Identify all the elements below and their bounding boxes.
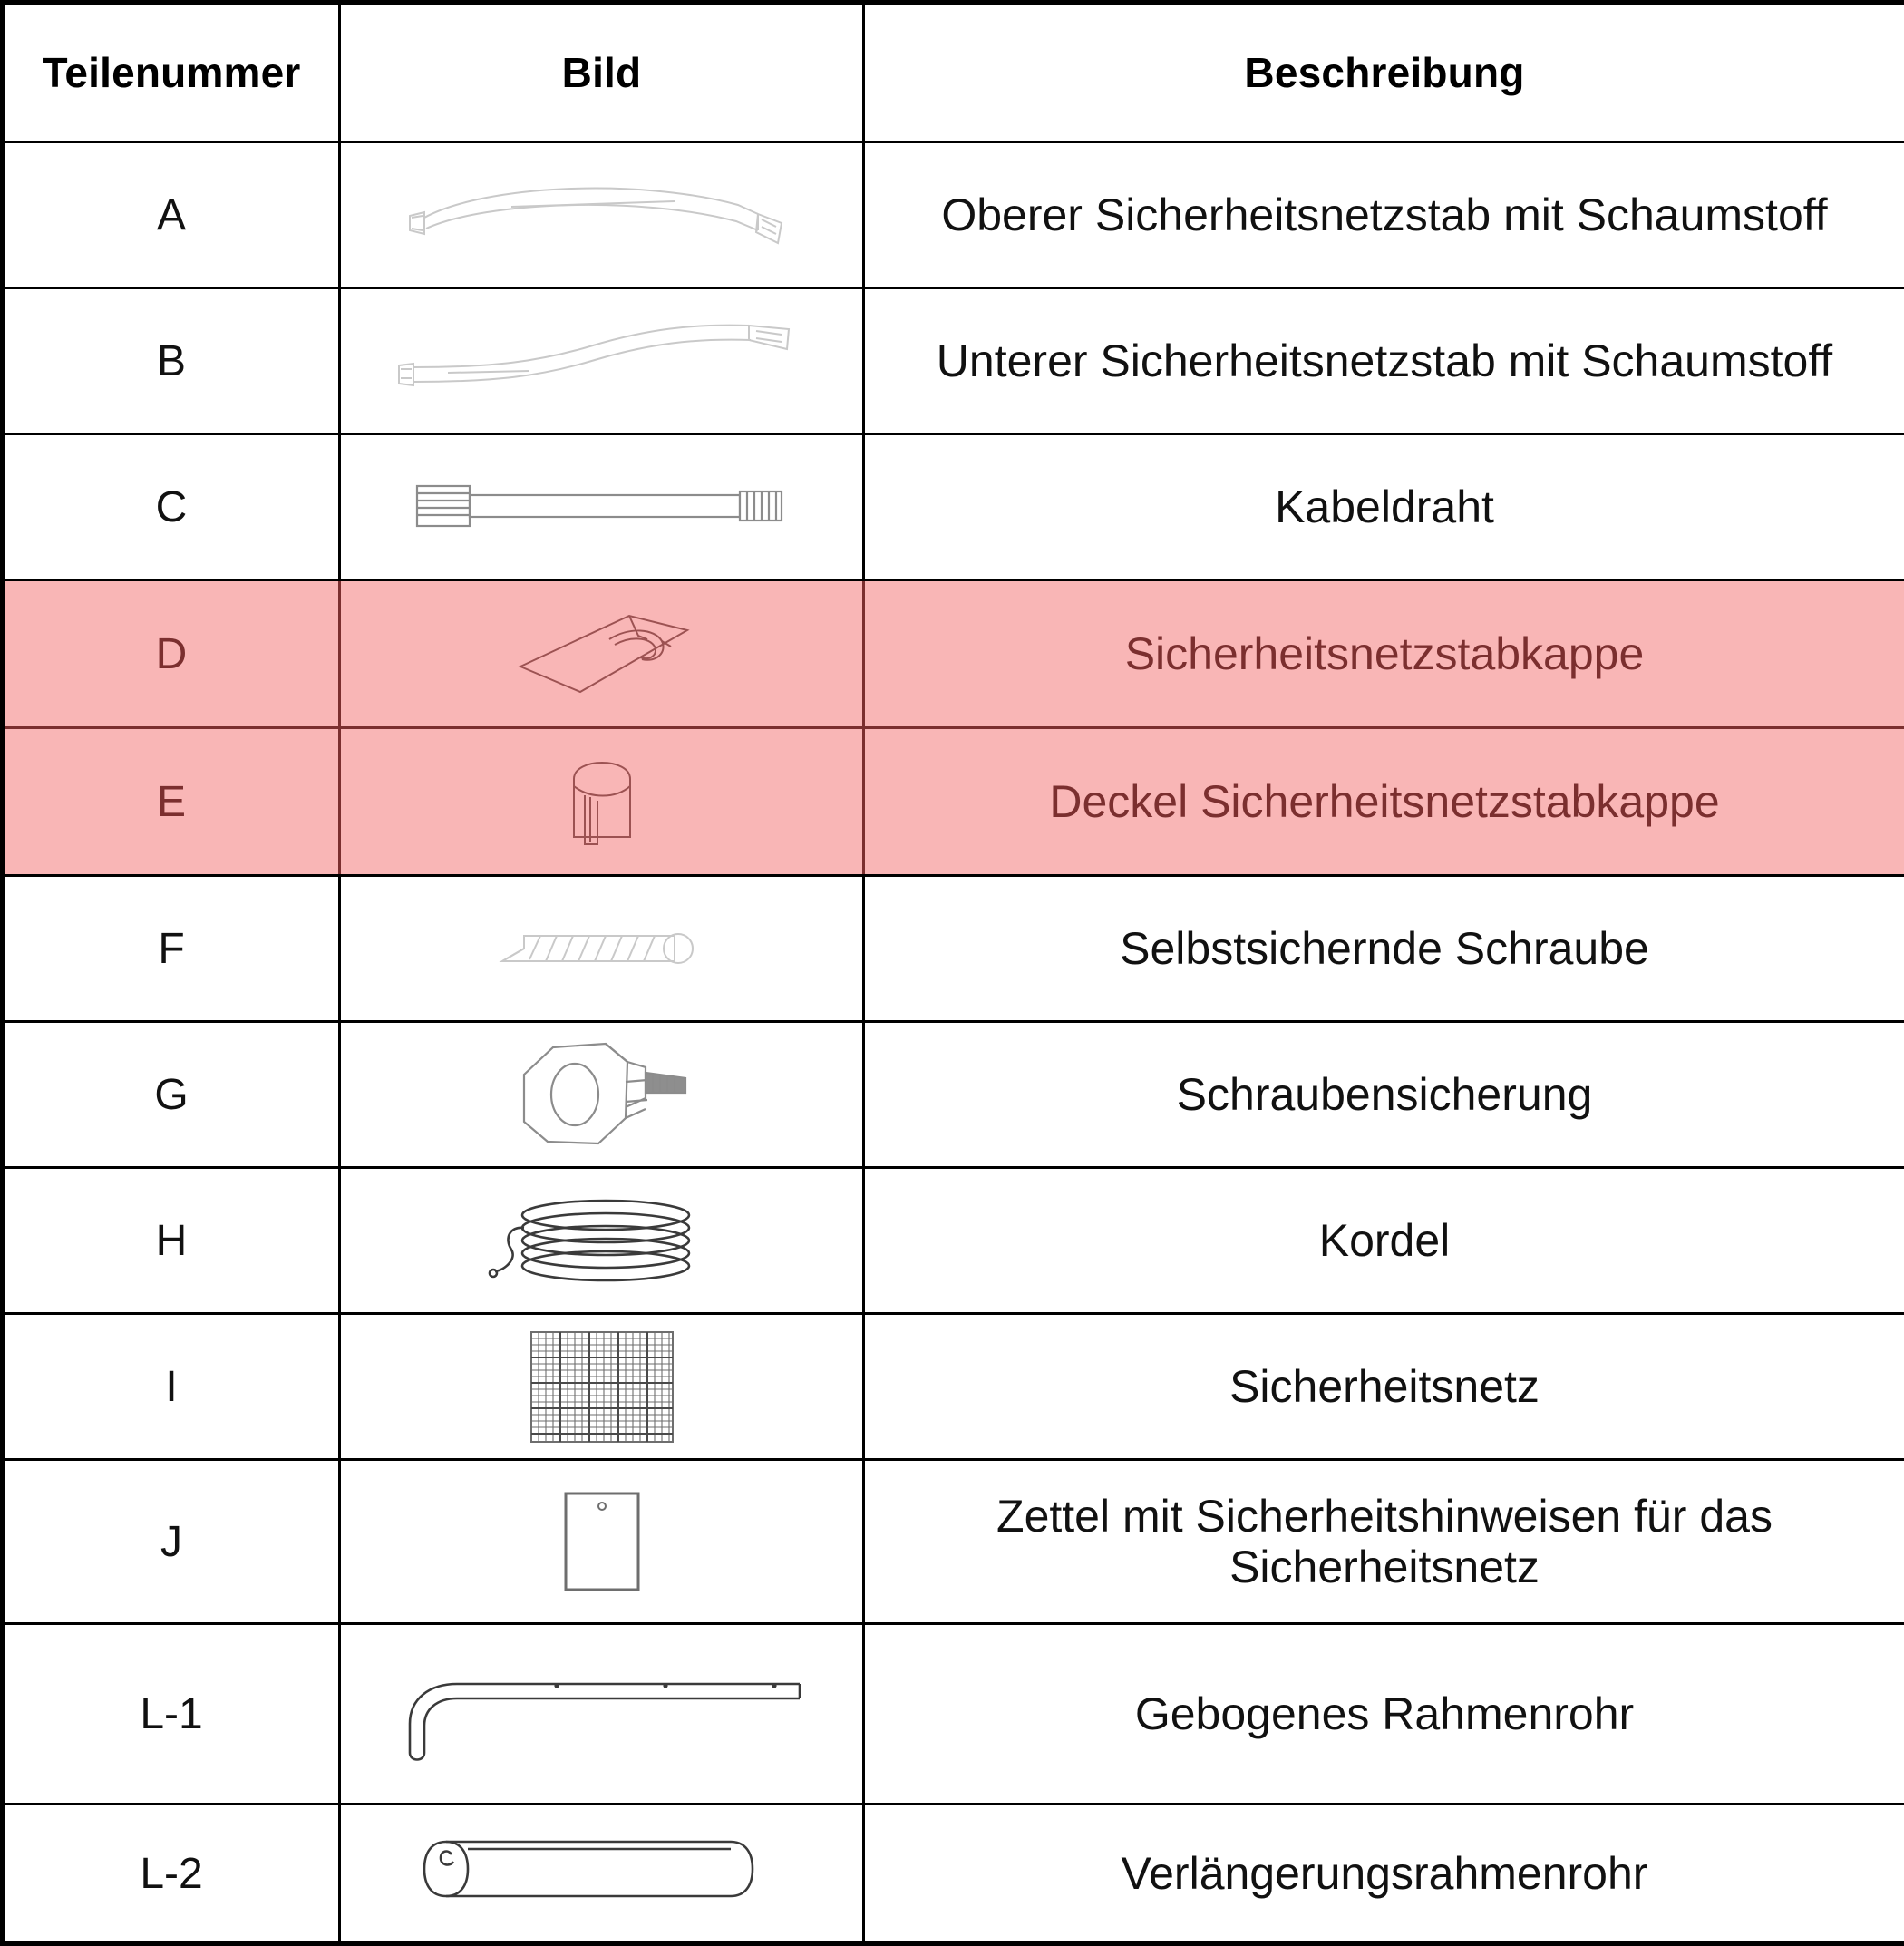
cell-image [340,1314,864,1460]
table-header [3,3,1904,142]
cell-image [340,1805,864,1944]
cell-description: Deckel Sicherheitsnetzstabkappe [864,728,1904,876]
cell-description: Oberer Sicherheitsnetzstab mit Schaumstoff [864,142,1904,288]
column-header-part-number: Teilenummer [3,3,340,142]
cell-description: Unterer Sicherheitsnetzstab mit Schaumstoff [864,288,1904,434]
coiled-cord-drawing [341,1169,862,1312]
table-row [3,1624,1904,1805]
cell-part-number: B [3,288,340,434]
cell-part-number: F [3,876,340,1022]
cell-description: Schraubensicherung [864,1022,1904,1168]
cell-image [340,1168,864,1314]
cell-description: Kordel [864,1168,1904,1314]
table-row [3,1022,1904,1168]
cell-image [340,580,864,728]
table-row [3,288,1904,434]
header-row [3,3,1904,142]
cell-description: Kabeldraht [864,434,1904,580]
table-body [3,142,1904,1944]
cell-description: Gebogenes Rahmenrohr [864,1624,1904,1805]
screw-lock-knob-drawing [341,1023,862,1166]
safety-net-mesh-drawing [341,1315,862,1458]
cell-part-number: C [3,434,340,580]
cell-part-number: A [3,142,340,288]
table-row [3,1460,1904,1624]
cell-part-number: E [3,728,340,876]
net-pole-cap-drawing [341,581,862,726]
table-row [3,580,1904,728]
lower-net-pole-with-foam-drawing [341,289,862,433]
self-locking-screw-drawing [341,877,862,1020]
table-row [3,1805,1904,1944]
table-row [3,1168,1904,1314]
cell-part-number: L-1 [3,1624,340,1805]
table-row [3,142,1904,288]
extension-frame-tube-drawing [341,1805,862,1941]
cell-description: Sicherheitsnetz [864,1314,1904,1460]
column-header-image: Bild [340,3,864,142]
table-row [3,876,1904,1022]
cell-part-number: J [3,1460,340,1624]
cell-part-number: D [3,580,340,728]
cell-image [340,1624,864,1805]
cell-description: Verlängerungsrahmenrohr [864,1805,1904,1944]
cell-image [340,1460,864,1624]
safety-label-tag-drawing [341,1461,862,1622]
cable-wire-drawing [341,435,862,579]
bent-frame-tube-drawing [341,1625,862,1803]
cell-part-number: L-2 [3,1805,340,1944]
table-row [3,434,1904,580]
table-row [3,728,1904,876]
cell-image [340,288,864,434]
cell-part-number: G [3,1022,340,1168]
cell-image [340,142,864,288]
cell-image [340,876,864,1022]
cell-image [340,728,864,876]
table-row [3,1314,1904,1460]
cell-image [340,434,864,580]
cell-part-number: I [3,1314,340,1460]
cell-description: Selbstsichernde Schraube [864,876,1904,1022]
cell-description: Sicherheitsnetzstabkappe [864,580,1904,728]
cell-part-number: H [3,1168,340,1314]
net-pole-cap-lid-drawing [341,729,862,874]
cell-description: Zettel mit Sicherheitshinweisen für das Sicherheitsnetz [864,1460,1904,1624]
curved-net-pole-with-foam-drawing [341,143,862,287]
column-header-description: Beschreibung [864,3,1904,142]
cell-image [340,1022,864,1168]
